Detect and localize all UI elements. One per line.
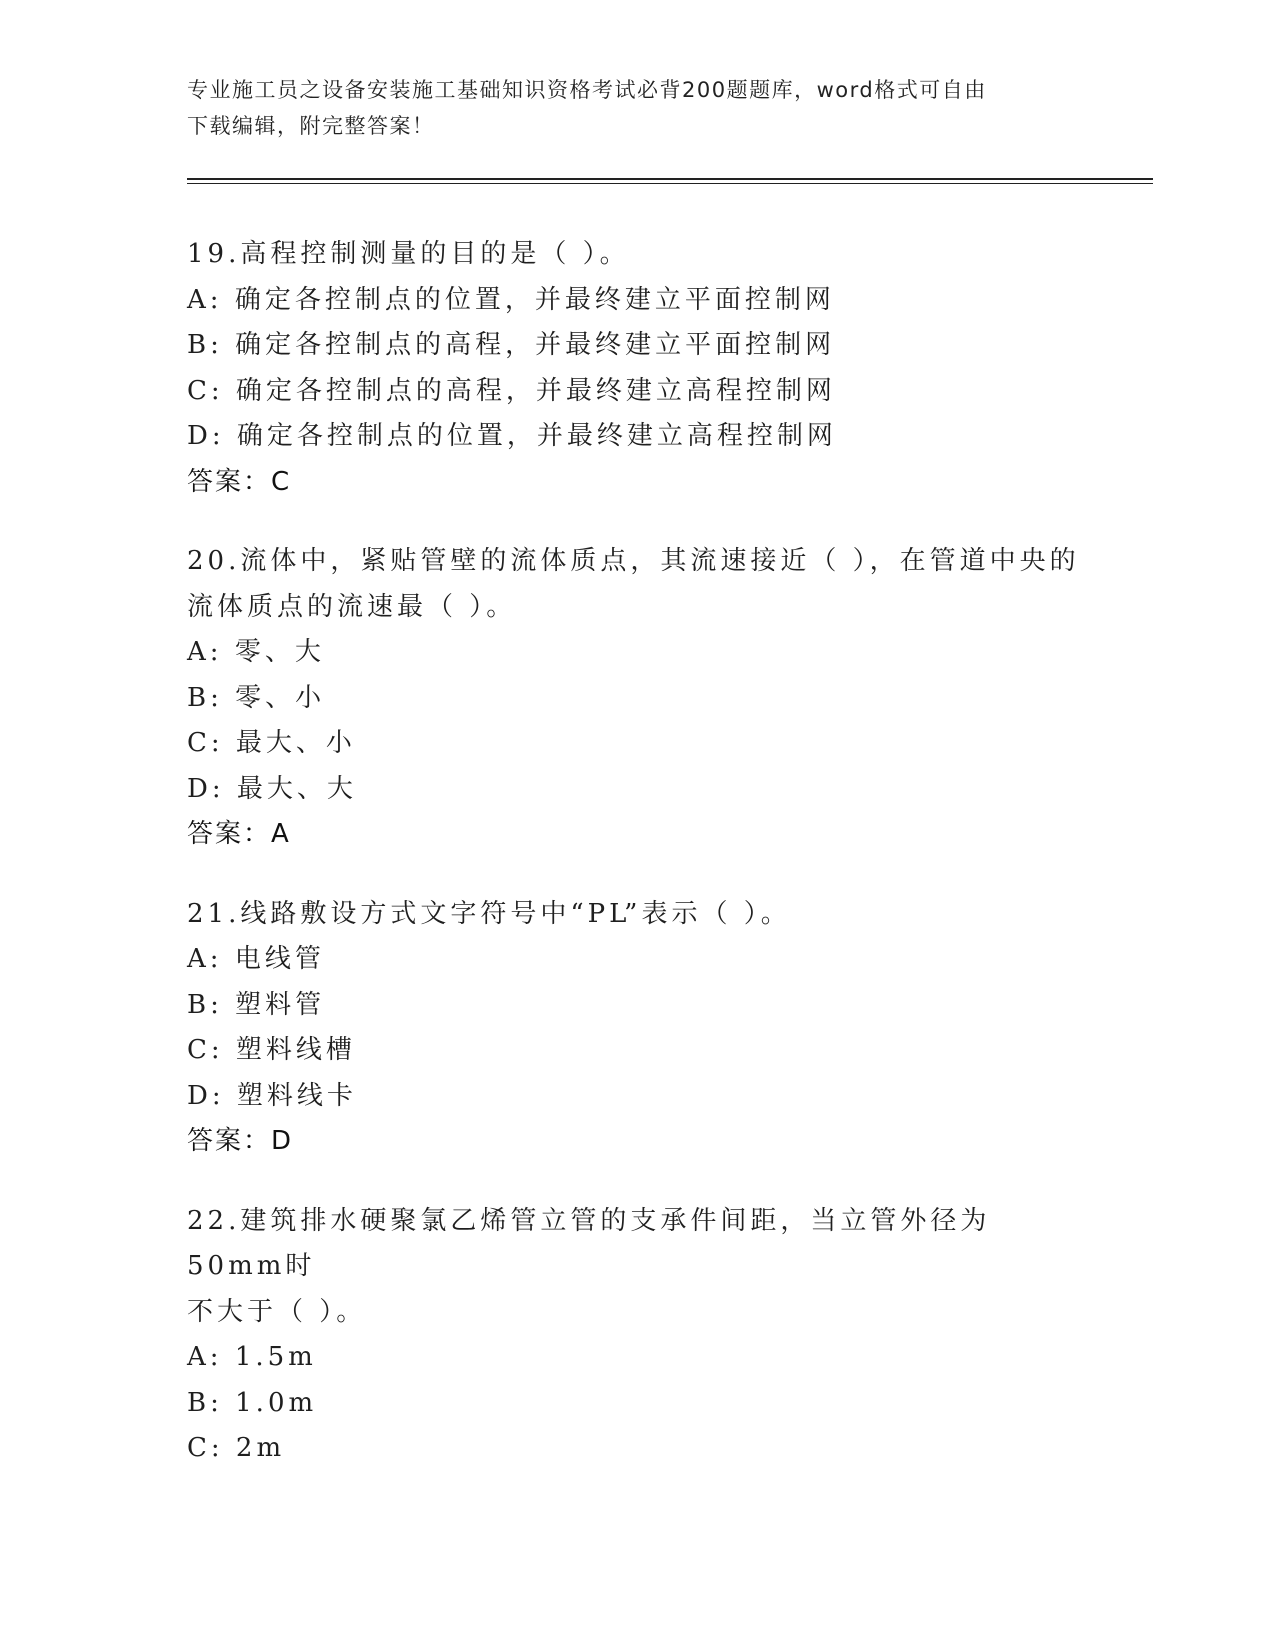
option-key: C: xyxy=(187,728,224,758)
option-a xyxy=(187,630,1087,676)
header-rule-thick xyxy=(187,178,1153,180)
option-text: 塑料管 xyxy=(235,989,326,1020)
option-text: 最大、小 xyxy=(235,728,356,758)
option-text: 零、小 xyxy=(235,682,326,713)
option-a xyxy=(187,1335,1087,1381)
option-text: 零、大 xyxy=(234,637,325,667)
option-d xyxy=(187,414,1087,460)
option-a xyxy=(187,937,1087,983)
option-key: B: xyxy=(187,682,223,713)
option-key: C: xyxy=(187,1433,224,1463)
document-header xyxy=(187,72,1067,144)
option-a xyxy=(187,278,1087,324)
option-b xyxy=(187,676,1087,722)
option-c xyxy=(187,369,1087,415)
option-key: D: xyxy=(187,773,225,804)
header-rule-thin xyxy=(187,183,1153,184)
question-list xyxy=(187,232,1087,1506)
answer-label: 答案：A xyxy=(187,819,291,849)
question-22 xyxy=(187,1199,1087,1472)
option-key: B: xyxy=(187,989,223,1020)
option-text: 2m xyxy=(235,1433,286,1463)
option-key: A: xyxy=(187,1342,223,1372)
option-key: B: xyxy=(187,1387,223,1418)
option-key: B: xyxy=(187,330,223,360)
option-text: 最大、大 xyxy=(236,773,357,804)
option-text: 塑料线槽 xyxy=(235,1035,356,1065)
answer-label: 答案：D xyxy=(187,1126,294,1156)
option-b xyxy=(187,1381,1087,1427)
question-21 xyxy=(187,892,1087,1165)
option-key: D: xyxy=(187,1080,225,1111)
option-c xyxy=(187,1028,1087,1074)
option-d xyxy=(187,1074,1087,1120)
option-key: A: xyxy=(187,944,223,974)
question-19 xyxy=(187,232,1087,505)
option-text: 电线管 xyxy=(234,944,325,974)
option-key: D: xyxy=(187,421,225,451)
option-key: A: xyxy=(187,284,223,315)
option-text: 1.0m xyxy=(235,1387,318,1418)
option-d xyxy=(187,767,1087,813)
option-text: 确定各控制点的位置，并最终建立高程控制网 xyxy=(236,421,837,451)
question-stem: 22.建筑排水硬聚氯乙烯管立管的支承件间距，当立管外径为50mm时 xyxy=(187,1205,991,1281)
question-20 xyxy=(187,539,1087,858)
question-stem-continued: 流体质点的流速最（ ）。 xyxy=(187,591,517,622)
option-c xyxy=(187,1426,1087,1472)
question-stem: 20.流体中，紧贴管壁的流体质点，其流速接近（ ），在管道中央的 xyxy=(187,546,1080,576)
question-stem: 21.线路敷设方式文字符号中“PL”表示（ ）。 xyxy=(187,898,791,929)
option-b xyxy=(187,323,1087,369)
question-stem: 19.高程控制测量的目的是（ ）。 xyxy=(187,239,630,269)
option-key: A: xyxy=(187,637,223,667)
option-key: C: xyxy=(187,1035,224,1065)
answer-label: 答案：C xyxy=(187,466,292,497)
option-text: 1.5m xyxy=(234,1342,317,1372)
option-text: 塑料线卡 xyxy=(236,1080,357,1111)
question-stem-continued: 不大于（ ）。 xyxy=(187,1296,367,1327)
option-key: C: xyxy=(187,375,224,406)
option-text: 确定各控制点的高程，并最终建立高程控制网 xyxy=(235,375,836,406)
header-line-2: 下载编辑，附完整答案！ xyxy=(187,114,435,138)
option-text: 确定各控制点的高程，并最终建立平面控制网 xyxy=(235,330,836,360)
option-text: 确定各控制点的位置，并最终建立平面控制网 xyxy=(234,284,835,315)
header-line-1: 专业施工员之设备安装施工基础知识资格考试必背200题题库，word格式可自由 xyxy=(187,78,987,102)
option-b xyxy=(187,983,1087,1029)
option-c xyxy=(187,721,1087,767)
